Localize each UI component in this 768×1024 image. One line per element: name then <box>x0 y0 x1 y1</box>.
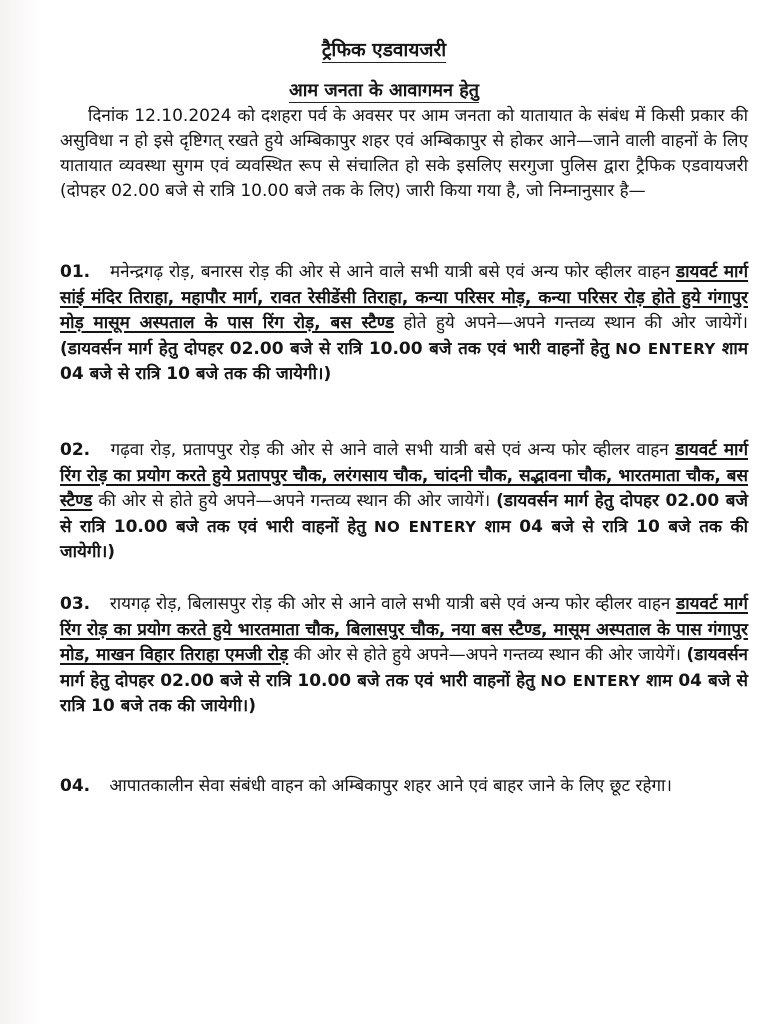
diversion-route: डायवर्ट मार्ग रिंग रोड़ का प्रयोग करते हुये प्रतापपुर चौक, लरंगसाय चौक, चांदनी चौक, सद्भावना चौक, भारतमाता चौक, बस स्टैण्ड <box>60 440 749 511</box>
item-number: 01. <box>60 262 91 282</box>
item-tail-text: की ओर से होते हुये अपने—अपने गन्तव्य स्थान की ओर जायेगें। <box>293 645 681 665</box>
diversion-note: (डायवर्सन मार्ग हेतु दोपहर 02.00 बजे से रात्रि 10.00 बजे तक एवं भारी वाहनों हेतु <box>60 338 610 359</box>
diversion-route: डायवर्ट मार्ग सांई मंदिर तिराहा, महापौर मार्ग, रावत रेसीडेंसी तिराहा, कन्या परिसर मोड़, कन्या परिसर रोड़ होते हुये गंगापुर मोड़ मासूम अस्पताल के पास रिंग रोड़, बस स्टैण्ड <box>60 262 749 333</box>
advisory-item-4 <box>60 774 748 800</box>
diversion-note-end: शाम 04 बजे से रात्रि 10 बजे तक की जायेगी।) <box>60 516 748 562</box>
document-subtitle-text: आम जनता के आवागमन हेतु <box>288 80 480 101</box>
no-entry-label: NO ENTERY <box>615 339 716 358</box>
diversion-note: (डायवर्सन मार्ग हेतु दोपहर 02.00 बजे से रात्रि 10.00 बजे तक एवं भारी वाहनों हेतु <box>60 645 748 691</box>
document-title <box>0 36 768 62</box>
advisory-item-3 <box>60 592 748 720</box>
document-title-text: ट्रैफिक एडवायजरी <box>321 39 447 61</box>
item-number: 02. <box>60 440 91 460</box>
diversion-note: (डायवर्सन मार्ग हेतु दोपहर 02.00 बजे से रात्रि 10.00 बजे तक एवं भारी वाहनों हेतु <box>60 491 749 537</box>
item-lead-text: आपातकालीन सेवा संबंधी वाहन को अम्बिकापुर शहर आने एवं बाहर जाने के लिए छूट रहेगा। <box>109 776 672 796</box>
advisory-item-2 <box>60 438 748 566</box>
intro-paragraph: दिनांक 12.10.2024 को दशहरा पर्व के अवसर पर आम जनता को यातायात के संबंध में किसी प्रकार की असुविधा न हो इसे दृष्टिगत् रखते हुये अम्बिकापुर शहर एवं अम्बिकापुर से होकर आने—जाने वाली वाहनों के लिए यातायात व्यवस्था सुगम एवं व्यवस्थित रूप से संचालित हो सके इसलिए सरगुजा पुलिस द्वारा ट्रैफिक एडवायजरी (दोपहर 02.00 बजे से रात्रि 10.00 बजे तक के लिए) जारी किया गया है, जो निम्नानुसार है— <box>60 106 748 201</box>
no-entry-label: NO ENTERY <box>374 517 477 536</box>
item-lead-text: गढ़वा रोड़, प्रतापपुर रोड़ की ओर से आने वाले सभी यात्री बसे एवं अन्य फोर व्हीलर वाहन <box>110 440 669 460</box>
advisory-item-1 <box>60 260 748 388</box>
item-lead-text: रायगढ़ रोड़, बिलासपुर रोड़ की ओर से आने वाले सभी यात्री बसे एवं अन्य फोर व्हीलर वाहन <box>109 594 671 614</box>
item-number: 03. <box>60 594 91 614</box>
document-subtitle <box>0 78 768 102</box>
item-tail-text: की ओर से होते हुये अपने—अपने गन्तव्य स्थान की ओर जायेगें। <box>98 491 491 511</box>
no-entry-label: NO ENTERY <box>540 671 641 690</box>
item-tail-text: होते हुये अपने—अपने गन्तव्य स्थान की ओर जायेगें। <box>403 313 749 333</box>
diversion-note-end: शाम 04 बजे से रात्रि 10 बजे तक की जायेगी।) <box>60 670 749 716</box>
diversion-route: डायवर्ट मार्ग रिंग रोड़ का प्रयोग करते हुये भारतमाता चौक, बिलासपुर चौक, नया बस स्टैण्ड, मासूम अस्पताल के पास गंगापुर मोड, माखन विहार तिराहा एमजी रोड़ <box>60 594 749 665</box>
diversion-note-end: शाम 04 बजे से रात्रि 10 बजे तक की जायेगी।) <box>60 338 749 384</box>
item-lead-text: मनेन्द्रगढ़ रोड़, बनारस रोड़ की ओर से आने वाले सभी यात्री बसे एवं अन्य फोर व्हीलर वाहन <box>110 262 670 282</box>
item-number: 04. <box>60 776 91 796</box>
